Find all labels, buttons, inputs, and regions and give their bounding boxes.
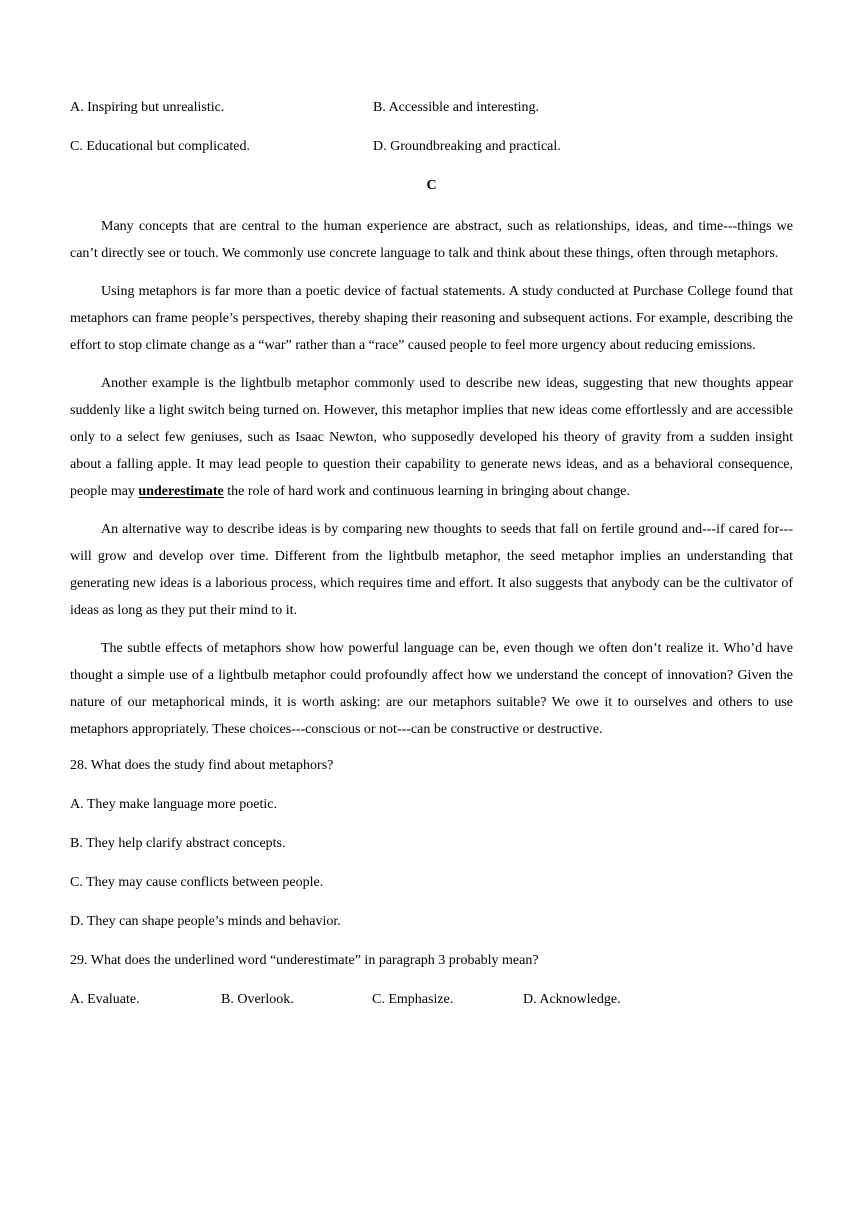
passage-paragraph-3 [70,370,793,505]
question-29 [70,949,793,1027]
prev-options-row-1 [70,96,793,135]
question-28 [70,754,793,949]
question-stem: 28. What does the study find about metaphors? [70,758,334,773]
option-d: D. Groundbreaking and practical. [373,139,561,154]
passage-paragraph-2: Using metaphors is far more than a poetic device of factual statements. A study conducted at Purchase College found that metaphors can frame people’s perspectives, thereby shaping their reasoning and subsequent actions. For example, describing the effort to stop climate change as a “war” rather than a “race” caused people to feel more urgency about reducing emissions. [70,284,793,353]
question-options-row [70,988,793,1027]
question-option: A. They make language more poetic. [70,797,277,812]
paragraph-3-text-after: the role of hard work and continuous learning in bringing about change. [223,484,630,499]
question-option: C. Emphasize. [372,992,454,1007]
prev-options-row-2 [70,135,793,174]
paragraph-3-text-before: Another example is the lightbulb metaphor commonly used to describe new ideas, suggesting that new thoughts appear suddenly like a light switch being turned on. However, this metaphor implies that new ideas come effortlessly and are accessible only to a select few geniuses, such as Isaac Newton, who supposedly developed his theory of gravity from a sudden insight about a falling apple. It may lead people to question their capability to generate news ideas, and as a behavioral consequence, people may [70,376,793,499]
question-option: C. They may cause conflicts between people. [70,875,324,890]
question-option: D. They can shape people’s minds and behavior. [70,914,341,929]
option-b: B. Accessible and interesting. [373,100,540,115]
question-option: B. Overlook. [221,992,294,1007]
passage-paragraph-5: The subtle effects of metaphors show how powerful language can be, even though we often don’t realize it. Who’d have thought a simple use of a lightbulb metaphor could profoundly affect how we understand the concept of innovation? Given the nature of our metaphorical minds, it is worth asking: are our metaphors suitable? We owe it to ourselves and others to use metaphors appropriately. These choices---conscious or not---can be constructive or destructive. [70,641,793,737]
passage-paragraph-4: An alternative way to describe ideas is by comparing new thoughts to seeds that fall on fertile ground and---if cared for---will grow and develop over time. Different from the lightbulb metaphor, the seed metaphor implies an understanding that generating new ideas is a laborious process, which requires time and effort. It also suggests that anybody can be the cultivator of ideas as long as they put their mind to it. [70,522,793,618]
underlined-word: underestimate [138,484,224,499]
question-stem: 29. What does the underlined word “underestimate” in paragraph 3 probably mean? [70,953,539,968]
question-option: D. Acknowledge. [523,992,621,1007]
question-option: B. They help clarify abstract concepts. [70,836,286,851]
question-option: A. Evaluate. [70,992,140,1007]
option-c: C. Educational but complicated. [70,139,251,154]
section-label: C [426,178,437,193]
document-page [70,96,793,1027]
option-a: A. Inspiring but unrealistic. [70,100,225,115]
passage-paragraph-1: Many concepts that are central to the human experience are abstract, such as relationships, ideas, and time---things we can’t directly see or touch. We commonly use concrete language to talk and think about these things, often through metaphors. [70,219,793,261]
